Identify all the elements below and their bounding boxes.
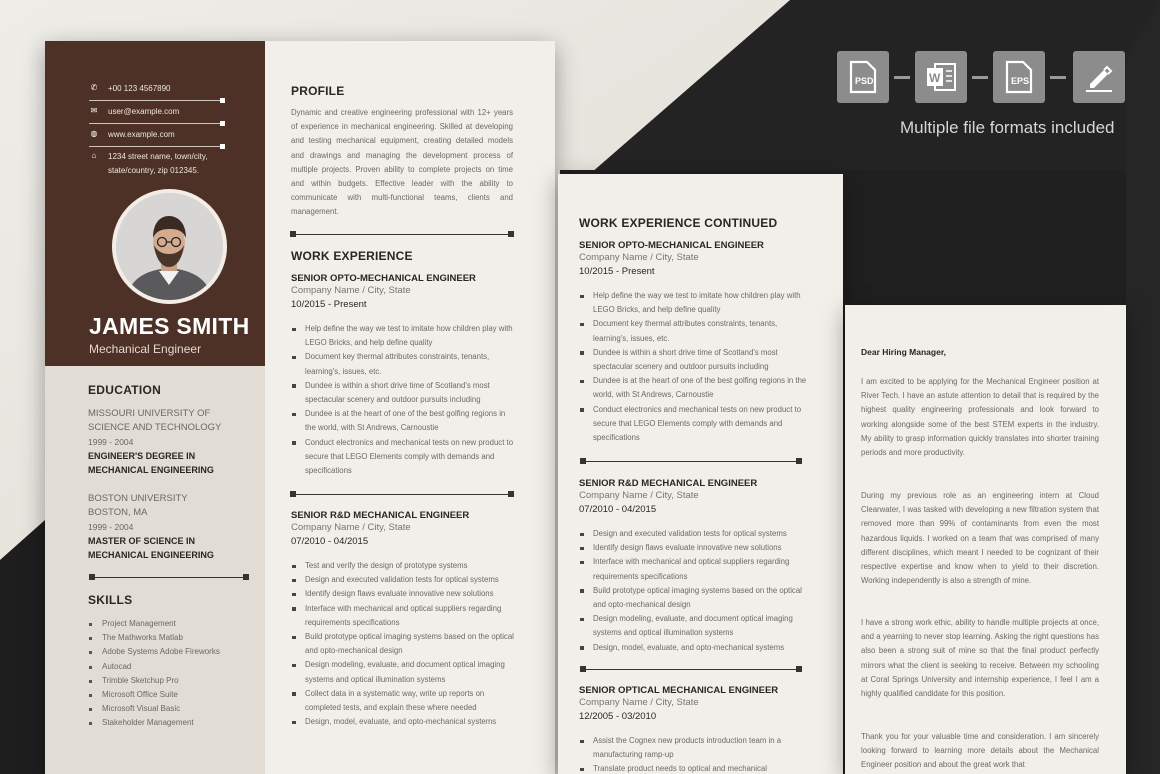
work-heading: WORK EXPERIENCE bbox=[291, 249, 413, 263]
candidate-role: Mechanical Engineer bbox=[89, 342, 202, 356]
letter-salutation: Dear Hiring Manager, bbox=[861, 347, 947, 357]
work-continued-heading: WORK EXPERIENCE CONTINUED bbox=[579, 216, 778, 230]
job-bullets: Help define the way we test to imitate how children play with LEGO Bricks, and help define quality Document key thermal attributes constraints, tenants, learning's, issues, etc. Dundee is within a short drive time of Scotland's most spectacular scenery and outdoor pursuits including Dundee is at the heart of one of the best golfing regions in the world, with St Andrews, Carnoustie Conduct electronics and mechanical tests on new product to secure that LEGO Elements comply with demands and specifications bbox=[291, 322, 515, 478]
list-item: Stakeholder Management bbox=[88, 716, 220, 730]
skills-list bbox=[88, 617, 220, 731]
job-bullets: Assist the Cognex new products introduction team in a manufacturing ramp-up Translate product needs to optical and mechanical bbox=[579, 734, 807, 774]
profile-photo-frame bbox=[112, 189, 227, 304]
list-item: The Mathworks Matlab bbox=[88, 631, 220, 645]
list-item: Trimble Sketchup Pro bbox=[88, 674, 220, 688]
divider bbox=[292, 494, 512, 495]
eps-icon bbox=[993, 51, 1045, 103]
home-icon: ⌂ bbox=[91, 151, 97, 160]
list-item: Microsoft Visual Basic bbox=[88, 702, 220, 716]
resume-page-2 bbox=[558, 174, 843, 774]
job-entry: SENIOR OPTO-MECHANICAL ENGINEER Company Name / City, State 10/2015 - Present Help define the way we test to imitate how children play with LEGO Bricks, and help define quality Document key thermal attributes constraints, tenants, learning's, issues, etc. Dundee is within a short drive time of Scotland's most spectacular scenery and outdoor pursuits including Dundee is at the heart of one of the best golfing regions in the world, with St Andrews, Carnoustie Conduct electronics and mechanical tests on new product to secure that LEGO Elements comply with demands and specifications bbox=[291, 273, 515, 478]
job-entry: SENIOR OPTICAL MECHANICAL ENGINEER Company Name / City, State 12/2005 - 03/2010 Assist the Cognex new products introduction team in a manufacturing ramp-up Translate product needs to optical and mechanical bbox=[579, 685, 807, 774]
divider bbox=[582, 461, 800, 462]
eps-label: EPS bbox=[1011, 76, 1030, 86]
list-item: Project Management bbox=[88, 617, 220, 631]
job-bullets: Design and executed validation tests for optical systems Identify design flaws evaluate innovative new solutions Interface with mechanical and optical suppliers regarding requirements specifications Build prototype optical imaging systems based on the optical and opto-mechanical design Design modeling, evaluate, and document optical imaging systems and optical illumination systems Design, model, evaluate, and opto-mechanical systems bbox=[579, 527, 807, 655]
divider bbox=[292, 234, 512, 235]
divider bbox=[91, 577, 247, 578]
globe-icon: ◍ bbox=[90, 129, 98, 138]
profile-text: Dynamic and creative engineering professional with 12+ years of experience in mechanical engineering. Skilled at developing and testing mechanical equipment, creating detailed models and drawings and managing the development process of multiple projects. Proven ability to complete projects on time and within budgets. Effective leader with the ability to communicate with multi-functional teams, clients and management. bbox=[291, 108, 513, 217]
file-formats-caption: Multiple file formats included bbox=[900, 118, 1115, 137]
candidate-name: JAMES SMITH bbox=[89, 313, 250, 339]
resume-page bbox=[45, 41, 555, 774]
psd-label: PSD bbox=[855, 76, 874, 86]
sidebar-header: ✆ +00 123 4567890 ✉ user@example.com ◍ www.example.com ⌂ 1234 street name, town/city, state/country, zip 012345. JAMES SMITH Mechanical Engineer bbox=[45, 41, 265, 366]
mail-icon: ✉ bbox=[90, 106, 98, 115]
letter-paragraph: Thank you for your valuable time and consideration. I am sincerely looking forward to learning more details about the Mechanical Engineer position and about the great work that bbox=[861, 732, 1099, 770]
job-bullets: Help define the way we test to imitate how children play with LEGO Bricks, and help define quality Document key thermal attributes constraints, tenants, learning's, issues, etc. Dundee is within a short drive time of Scotland's most spectacular scenery and outdoor pursuits including Dundee is at the heart of one of the best golfing regions in the world, with St Andrews, Carnoustie Conduct electronics and mechanical tests on new product to secure that LEGO Elements comply with demands and specifications bbox=[579, 289, 807, 445]
education-entry: BOSTON UNIVERSITY BOSTON, MA 1999 - 2004 MASTER OF SCIENCE IN MECHANICAL ENGINEERING bbox=[88, 493, 214, 560]
profile-heading: PROFILE bbox=[291, 84, 345, 98]
letter-paragraph: I have a strong work ethic, ability to handle multiple projects at once, and a yearning to never stop learning. Asking the right questions has also been a strong suit of mine so that the final product perfectly mirrors what the client is seeking to receive. Between my schooling at Coral Springs University and internship experience, I feel I am a highly qualified candidate for this position. bbox=[861, 618, 1099, 699]
education-heading: EDUCATION bbox=[88, 383, 162, 397]
letter-paragraph: I am excited to be applying for the Mechanical Engineer position at River Tech. I have an astute attention to detail that is required by the highest quality engineering professionals and look forward to working alongside some of the best STEM experts in the industry. My ability to grasp information quickly translates into shorter training periods and more productivity. bbox=[861, 377, 1099, 458]
resume-sidebar bbox=[45, 41, 265, 774]
job-entry: SENIOR R&D MECHANICAL ENGINEER Company Name / City, State 07/2010 - 04/2015 Design and executed validation tests for optical systems Identify design flaws evaluate innovative new solutions Interface with mechanical and optical suppliers regarding requirements specifications Build prototype optical imaging systems based on the optical and opto-mechanical design Design modeling, evaluate, and document optical imaging systems and optical illumination systems Design, model, evaluate, and opto-mechanical systems bbox=[579, 478, 807, 655]
word-icon bbox=[915, 51, 967, 103]
letter-paragraph: During my previous role as an engineering intern at Cloud Clearwater, I was tasked with developing a new filtration system that removed more than 99% of contaminants from even the most hazardous liquids. I worked on a team that was comprised of many different disciplines, which meant I needed to be cognizant of their respective expertise and know when to yield to their discretion. Working independently is also a strength of mine. bbox=[861, 491, 1099, 586]
job-entry: SENIOR R&D MECHANICAL ENGINEER Company Name / City, State 07/2010 - 04/2015 Test and verify the design of prototype systems Design and executed validation tests for optical systems Identify design flaws evaluate innovative new solutions Interface with mechanical and optical suppliers regarding requirements specifications Build prototype optical imaging systems based on the optical and opto-mechanical design Design modeling, evaluate, and document optical imaging systems and optical illumination systems Collect data in a systematic way, write up reports on completed tests, and explain these where needed Design, model, evaluate, and opto-mechanical systems bbox=[291, 510, 515, 729]
divider bbox=[582, 669, 800, 670]
education-entry: MISSOURI UNIVERSITY OF SCIENCE AND TECHNOLOGY 1999 - 2004 ENGINEER'S DEGREE IN MECHANICAL ENGINEERING bbox=[88, 408, 222, 475]
svg-text:W: W bbox=[929, 71, 941, 85]
psd-icon bbox=[837, 51, 889, 103]
profile-photo bbox=[116, 193, 223, 300]
phone-icon: ✆ bbox=[90, 83, 98, 92]
job-bullets: Test and verify the design of prototype systems Design and executed validation tests for optical systems Identify design flaws evaluate innovative new solutions Interface with mechanical and optical suppliers regarding requirements specifications Build prototype optical imaging systems based on the optical and opto-mechanical design Design modeling, evaluate, and document optical imaging systems and optical illumination systems Collect data in a systematic way, write up reports on completed tests, and explain these where needed Design, model, evaluate, and opto-mechanical systems bbox=[291, 559, 515, 729]
skills-heading: SKILLS bbox=[88, 593, 133, 607]
pen-icon bbox=[1073, 51, 1125, 103]
list-item: Adobe Systems Adobe Fireworks bbox=[88, 645, 220, 659]
list-item: Microsoft Office Suite bbox=[88, 688, 220, 702]
list-item: Autocad bbox=[88, 660, 220, 674]
job-entry: SENIOR OPTO-MECHANICAL ENGINEER Company Name / City, State 10/2015 - Present Help define the way we test to imitate how children play with LEGO Bricks, and help define quality Document key thermal attributes constraints, tenants, learning's, issues, etc. Dundee is within a short drive time of Scotland's most spectacular scenery and outdoor pursuits including Dundee is at the heart of one of the best golfing regions in the world, with St Andrews, Carnoustie Conduct electronics and mechanical tests on new product to secure that LEGO Elements comply with demands and specifications bbox=[579, 240, 807, 445]
cover-letter-page bbox=[845, 305, 1126, 774]
